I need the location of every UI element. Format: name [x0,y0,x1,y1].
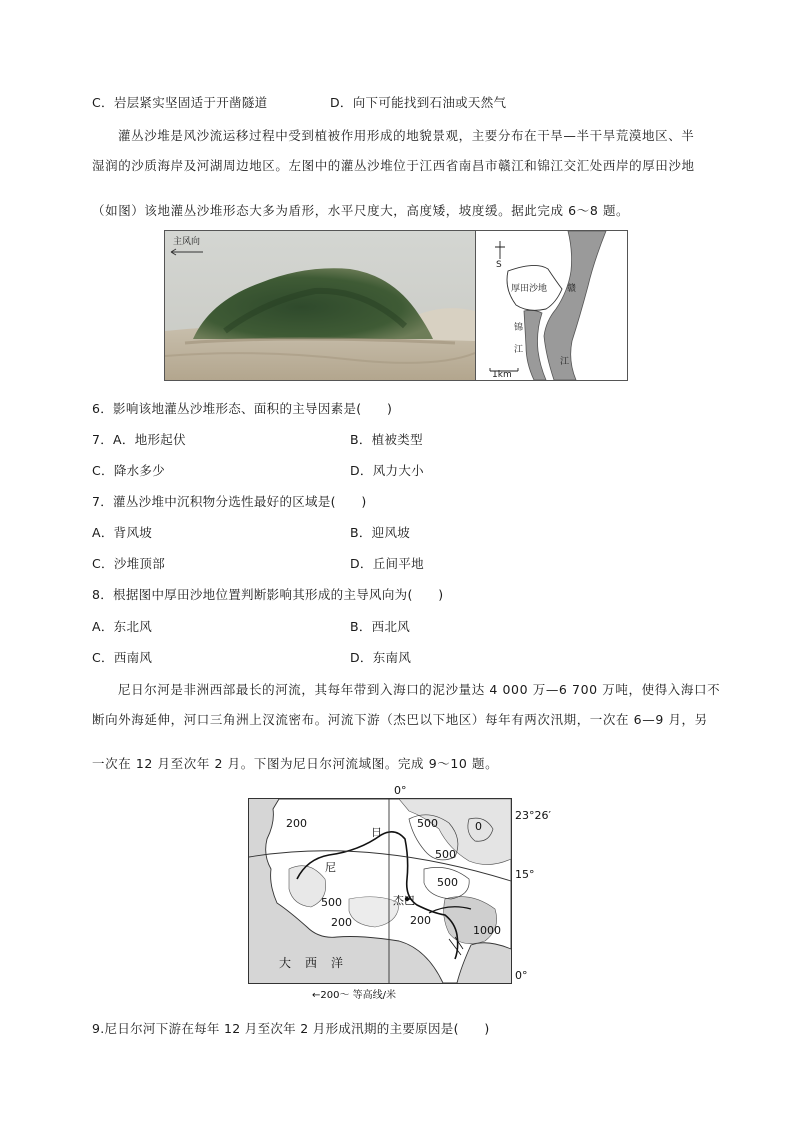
jin-river-label-1: 锦 [514,323,524,333]
q5-option-c: C．岩层紧实坚固适于开凿隧道 [92,95,268,110]
lon-0-label: 0° [394,784,407,797]
contour-500-c: 500 [437,876,458,889]
q8-option-a: A．东北风 [92,619,153,634]
contour-0-label: 0 [475,820,482,833]
q7-option-c: C．沙堆顶部 [92,556,166,571]
q6-option-d: D．风力大小 [350,463,424,478]
lat-tropic-label: 23°26′ [515,809,551,822]
contour-legend: ←200～ 等高线/米 [312,990,397,1001]
q8-option-d: D．东南风 [350,650,412,665]
lat-0-label: 0° [515,969,528,982]
q6-stem: 6．影响该地灌丛沙堆形态、面积的主导因素是( ) [92,401,393,416]
shrub-dune-photo [165,231,475,380]
houtian-location-map [475,231,628,380]
contour-500-d: 500 [321,896,342,909]
city-jieba-label: 杰巴 [393,894,415,907]
contour-200-top: 200 [286,817,307,830]
river-label-ni: 尼 [325,861,336,874]
gan-river-label-2: 江 [560,357,570,367]
passage1-line2: 湿润的沙质海岸及河湖周边地区。左图中的灌丛沙堆位于江西省南昌市赣江和锦江交汇处西岸的厚田沙地 [92,158,695,173]
contour-500-b: 500 [435,848,456,861]
shrub-dune-illustration [165,231,475,380]
q6-option-b: B．植被类型 [350,432,423,447]
atlantic-ocean-label: 大 西 洋 [279,956,345,970]
contour-200-low: 200 [410,914,431,927]
q8-option-b: B．西北风 [350,619,411,634]
q8-stem: 8．根据图中厚田沙地位置判断影响其形成的主导风向为( ) [92,587,444,602]
q7-option-d: D．丘间平地 [350,556,424,571]
q6-option-c: C．降水多少 [92,463,166,478]
houtian-sand-label: 厚田沙地 [511,284,548,294]
q7-stem: 7．灌丛沙堆中沉积物分选性最好的区域是( ) [92,494,367,509]
q9-stem: 9.尼日尔河下游在每年 12 月至次年 2 月形成汛期的主要原因是( ) [92,1021,490,1036]
q6-option-a: 7．A．地形起伏 [92,432,186,447]
contour-200-mid: 200 [331,916,352,929]
figure-shrub-dune [164,230,628,381]
q8-option-c: C．西南风 [92,650,153,665]
niger-basin-map [248,798,512,984]
passage2-line1: 尼日尔河是非洲西部最长的河流，其每年带到入海口的泥沙量达 4 000 万—6 700 万吨，使得入海口不 [118,682,721,697]
lat-15-label: 15° [515,868,535,881]
wind-direction-label: 主风向 [173,237,201,247]
passage2-line3: 一次在 12 月至次年 2 月。下图为尼日尔河流域图。完成 9～10 题。 [92,756,499,771]
passage2-line2: 断向外海延伸，河口三角洲上汊流密布。河流下游（杰巴以下地区）每年有两次汛期，一次在 6—9 月，另 [92,712,708,727]
scale-label: 1km [492,370,512,380]
q5-option-d: D．向下可能找到石油或天然气 [330,95,507,110]
gan-river-label: 赣 [567,284,577,294]
river-label-ri: 日 [371,826,382,839]
jin-river-label-2: 江 [514,345,524,355]
q7-option-b: B．迎风坡 [350,525,411,540]
houtian-river-map [476,231,628,380]
contour-500-a: 500 [417,817,438,830]
contour-1000: 1000 [473,924,501,937]
north-symbol-label: S [496,260,502,270]
passage1-line1: 灌丛沙堆是风沙流运移过程中受到植被作用形成的地貌景观，主要分布在干旱—半干旱荒漠地区、半 [118,128,695,143]
passage1-line3: （如图）该地灌丛沙堆形态大多为盾形，水平尺度大，高度矮，坡度缓。据此完成 6～8 题。 [92,203,630,218]
q7-option-a: A．背风坡 [92,525,153,540]
